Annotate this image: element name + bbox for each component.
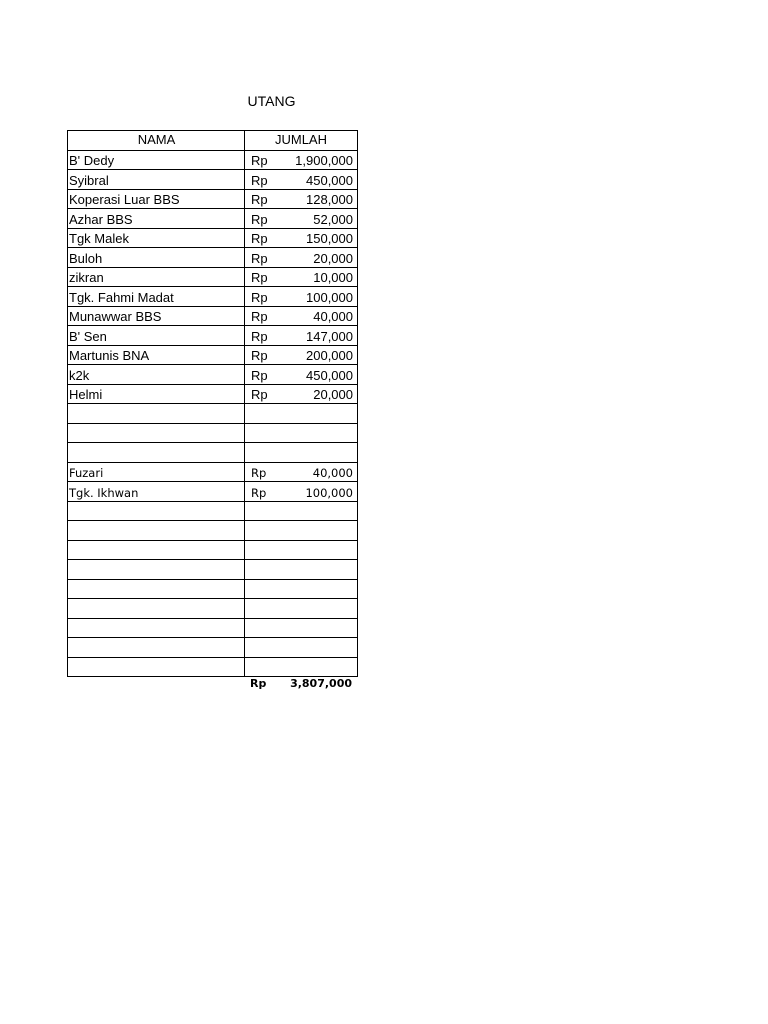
amount-wrap [245, 153, 357, 169]
row-amount: 20,000 [313, 250, 353, 266]
table-row [68, 189, 358, 209]
table-row [68, 482, 358, 502]
row-amount-cell [245, 599, 358, 619]
row-amount-cell [245, 501, 358, 521]
row-name: k2k [68, 365, 245, 385]
table-header-row [68, 131, 358, 151]
row-amount: 100,000 [306, 289, 353, 305]
row-amount-cell [245, 657, 358, 677]
row-name: Helmi [68, 384, 245, 404]
row-amount-cell [245, 150, 358, 170]
row-amount: 1,900,000 [295, 153, 353, 168]
row-currency: Rp [251, 328, 268, 344]
row-amount: 100,000 [305, 485, 353, 500]
row-currency: Rp [251, 153, 268, 168]
row-name: Syibral [68, 170, 245, 190]
row-amount-cell [245, 287, 358, 307]
header-name: NAMA [68, 131, 245, 151]
table-row [68, 618, 358, 638]
row-name: Tgk. Ikhwan [68, 482, 245, 502]
row-name [68, 423, 245, 443]
row-currency: Rp [251, 289, 268, 305]
row-amount-cell [245, 638, 358, 658]
row-name: Azhar BBS [68, 209, 245, 229]
header-amount: JUMLAH [245, 131, 358, 151]
row-name: Koperasi Luar BBS [68, 189, 245, 209]
row-currency: Rp [251, 348, 268, 363]
row-amount-cell [245, 462, 358, 482]
row-amount-cell [245, 521, 358, 541]
row-name: Martunis BNA [68, 345, 245, 365]
row-amount: 450,000 [306, 367, 353, 383]
table-row [68, 501, 358, 521]
total-amount: 3,807,000 [290, 677, 352, 690]
amount-wrap [245, 270, 357, 286]
amount-wrap [245, 368, 357, 384]
row-amount: 20,000 [313, 387, 353, 402]
row-amount-cell [245, 189, 358, 209]
total-row [244, 676, 356, 692]
row-currency: Rp [251, 309, 268, 324]
row-currency: Rp [251, 172, 268, 188]
table-row [68, 267, 358, 287]
row-currency: Rp [251, 231, 268, 246]
table-row [68, 209, 358, 229]
row-amount-cell [245, 482, 358, 502]
debt-table [67, 130, 358, 677]
row-amount: 52,000 [313, 211, 353, 227]
row-name [68, 404, 245, 424]
row-amount: 40,000 [312, 466, 353, 480]
row-amount-cell [245, 618, 358, 638]
row-name [68, 618, 245, 638]
table-row [68, 365, 358, 385]
row-name [68, 521, 245, 541]
row-amount-cell [245, 365, 358, 385]
table-row [68, 404, 358, 424]
row-name [68, 501, 245, 521]
row-amount-cell [245, 560, 358, 580]
row-currency: Rp [251, 387, 268, 402]
table-row [68, 657, 358, 677]
row-name: zikran [68, 267, 245, 287]
amount-wrap [245, 231, 357, 247]
table-row [68, 150, 358, 170]
table-row [68, 599, 358, 619]
row-amount-cell [245, 209, 358, 229]
row-name [68, 560, 245, 580]
row-amount-cell [245, 423, 358, 443]
table-row [68, 638, 358, 658]
debt-table-body [68, 131, 358, 677]
row-amount: 128,000 [306, 192, 353, 207]
amount-wrap [245, 290, 357, 306]
row-currency: Rp [251, 250, 268, 266]
row-amount: 450,000 [306, 172, 353, 188]
row-amount-cell [245, 306, 358, 326]
table-row [68, 560, 358, 580]
amount-wrap [245, 251, 357, 267]
row-amount: 147,000 [306, 328, 353, 344]
table-row [68, 540, 358, 560]
row-name [68, 540, 245, 560]
table-row [68, 462, 358, 482]
row-name: Fuzari [68, 462, 245, 482]
row-name: Tgk Malek [68, 228, 245, 248]
amount-wrap [245, 192, 357, 208]
table-row [68, 170, 358, 190]
table-row [68, 384, 358, 404]
row-amount-cell [245, 384, 358, 404]
row-amount-cell [245, 170, 358, 190]
row-name: Tgk. Fahmi Madat [68, 287, 245, 307]
row-name [68, 638, 245, 658]
row-currency: Rp [251, 192, 268, 207]
table-row [68, 423, 358, 443]
row-currency: Rp [251, 466, 267, 480]
row-amount-cell [245, 267, 358, 287]
row-name: B' Sen [68, 326, 245, 346]
row-currency: Rp [251, 270, 268, 285]
row-amount-cell [245, 579, 358, 599]
sheet-title: UTANG [247, 93, 296, 109]
row-name: Buloh [68, 248, 245, 268]
row-amount: 40,000 [313, 309, 353, 324]
row-amount-cell [245, 228, 358, 248]
row-amount-cell [245, 248, 358, 268]
row-currency: Rp [251, 367, 268, 383]
row-amount-cell [245, 326, 358, 346]
amount-wrap [245, 348, 357, 364]
table-row [68, 306, 358, 326]
table-row [68, 326, 358, 346]
row-amount-cell [245, 540, 358, 560]
table-row [68, 579, 358, 599]
table-row [68, 345, 358, 365]
row-amount-cell [245, 443, 358, 463]
row-amount-cell [245, 345, 358, 365]
amount-wrap [245, 173, 357, 189]
amount-wrap [245, 485, 357, 501]
row-name: B' Dedy [68, 150, 245, 170]
table-row [68, 228, 358, 248]
table-row [68, 521, 358, 541]
row-name [68, 579, 245, 599]
row-currency: Rp [251, 485, 267, 500]
total-currency: Rp [250, 677, 267, 690]
table-row [68, 443, 358, 463]
row-currency: Rp [251, 211, 268, 227]
amount-wrap [245, 387, 357, 403]
amount-wrap [245, 329, 357, 345]
table-row [68, 248, 358, 268]
row-name [68, 599, 245, 619]
row-name: Munawwar BBS [68, 306, 245, 326]
amount-wrap [245, 309, 357, 325]
table-row [68, 287, 358, 307]
row-amount: 150,000 [306, 231, 353, 246]
amount-wrap [245, 212, 357, 228]
row-name [68, 657, 245, 677]
row-amount-cell [245, 404, 358, 424]
row-name [68, 443, 245, 463]
amount-wrap [245, 465, 357, 481]
row-amount: 200,000 [306, 348, 353, 363]
row-amount: 10,000 [313, 270, 353, 285]
